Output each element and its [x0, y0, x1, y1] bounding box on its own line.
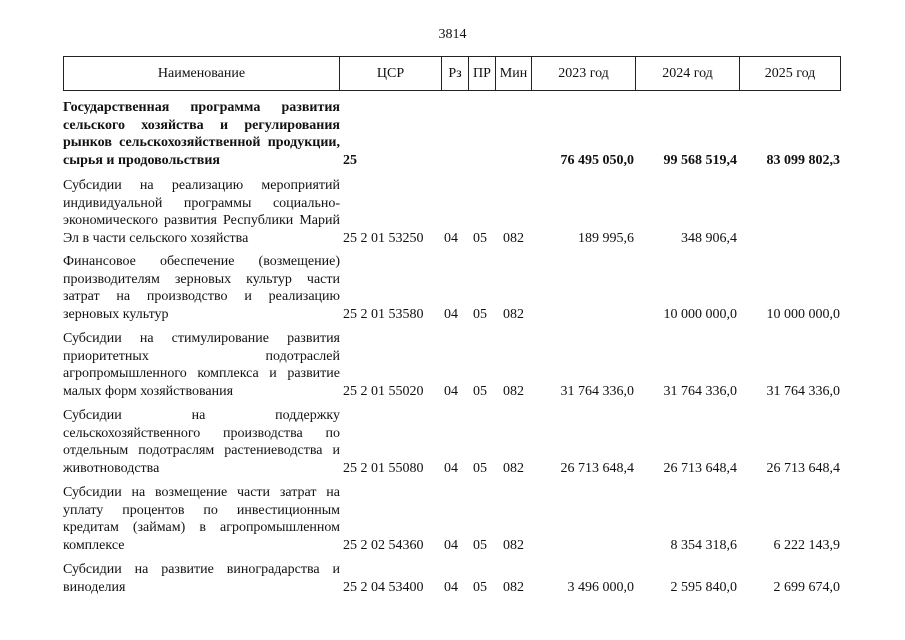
row-name: Субсидии на возмещение части затрат на уплату процентов по инвестиционным кредитам (займам) в агропромышленном комплексе [63, 485, 340, 553]
row-name: Финансовое обеспечение (возмещение) производителям зерновых культур части затрат на производство и реализацию зерновых культур [63, 254, 340, 322]
row-pr: 05 [473, 230, 487, 246]
row-csr: 25 [343, 152, 357, 168]
row-2025: 2 699 674,0 [773, 579, 840, 595]
row-min: 082 [503, 230, 524, 246]
header-name: Наименование [64, 57, 340, 90]
row-2023: 3 496 000,0 [567, 579, 634, 595]
row-rz: 04 [444, 383, 458, 399]
row-name: Субсидии на стимулирование развития приоритетных подотраслей агропромышленного комплекса и развитие малых форм хозяйствования [63, 331, 340, 399]
row-name: Субсидии на реализацию мероприятий индивидуальной программы социально-экономического развития Республики Марий Эл в части сельского хозяйства [63, 178, 340, 246]
row-csr: 25 2 01 55080 [343, 460, 424, 476]
row-2025: 26 713 648,4 [766, 460, 840, 476]
row-min: 082 [503, 579, 524, 595]
row-rz: 04 [444, 537, 458, 553]
row-2024: 2 595 840,0 [670, 579, 737, 595]
row-name: Субсидии на поддержку сельскохозяйственного производства по отдельным подотраслям растениеводства и животноводства [63, 408, 340, 476]
row-rz: 04 [444, 306, 458, 322]
row-csr: 25 2 01 53580 [343, 306, 424, 322]
header-2025: 2025 год [764, 66, 816, 81]
header-csr: ЦСР [340, 57, 442, 90]
row-csr: 25 2 02 54360 [343, 537, 424, 553]
row-rz: 04 [444, 460, 458, 476]
header-2023: 2023 год [532, 57, 636, 90]
row-2024: 10 000 000,0 [663, 306, 737, 322]
row-2025: 83 099 802,3 [766, 152, 840, 168]
row-rz: 04 [444, 230, 458, 246]
row-pr: 05 [473, 383, 487, 399]
row-2023: 31 764 336,0 [560, 383, 634, 399]
table-header [63, 56, 841, 91]
row-2024: 31 764 336,0 [663, 383, 737, 399]
row-pr: 05 [473, 579, 487, 595]
header-2024: 2024 год [636, 57, 740, 90]
row-csr: 25 2 01 55020 [343, 383, 424, 399]
row-2024: 26 713 648,4 [663, 460, 737, 476]
row-2025: 31 764 336,0 [766, 383, 840, 399]
header-rz: Рз [442, 57, 469, 90]
row-2025: 6 222 143,9 [773, 537, 840, 553]
row-min: 082 [503, 460, 524, 476]
row-2024: 99 568 519,4 [663, 152, 737, 168]
row-pr: 05 [473, 537, 487, 553]
row-2025: 10 000 000,0 [766, 306, 840, 322]
row-csr: 25 2 04 53400 [343, 579, 424, 595]
row-2024: 348 906,4 [681, 230, 737, 246]
header-min: Мин [496, 57, 532, 90]
row-2023: 76 495 050,0 [560, 152, 634, 168]
row-2023: 26 713 648,4 [560, 460, 634, 476]
row-name: Субсидии на развитие виноградарства и виноделия [63, 562, 340, 595]
page-number: 3814 [438, 27, 467, 42]
row-pr: 05 [473, 460, 487, 476]
row-rz: 04 [444, 579, 458, 595]
row-2023: 189 995,6 [578, 230, 634, 246]
row-min: 082 [503, 537, 524, 553]
header-pr: ПР [469, 57, 496, 90]
row-2024: 8 354 318,6 [670, 537, 737, 553]
row-pr: 05 [473, 306, 487, 322]
row-name: Государственная программа развития сельского хозяйства и регулирования рынков сельскохозяйственной продукции, сырья и продовольствия [63, 100, 340, 168]
row-csr: 25 2 01 53250 [343, 230, 424, 246]
row-min: 082 [503, 306, 524, 322]
row-min: 082 [503, 383, 524, 399]
